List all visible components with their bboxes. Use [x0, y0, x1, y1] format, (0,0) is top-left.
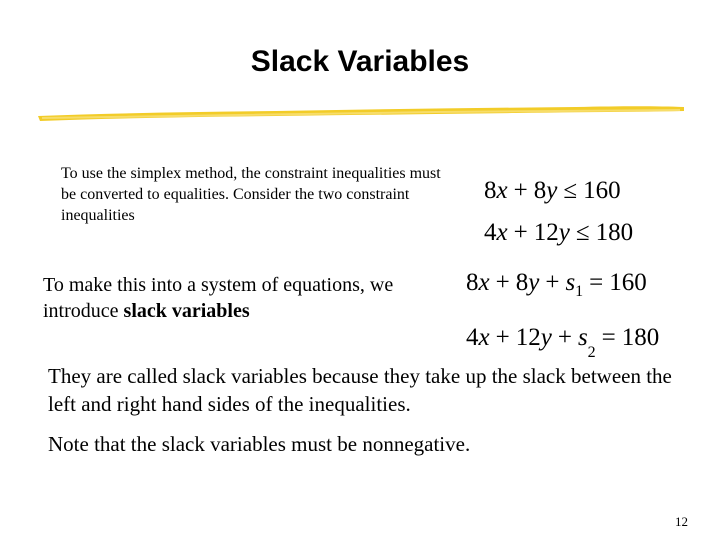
- ineq-1-rhs: 160: [583, 177, 621, 204]
- constraint-inequalities: [484, 170, 633, 254]
- page-number: 12: [675, 514, 688, 529]
- slide-title: Slack Variables: [250, 45, 470, 78]
- ineq-1-relation: ≤: [563, 177, 578, 204]
- eq-1-coef-x: 8: [466, 269, 479, 296]
- ineq-2-rhs: 180: [595, 219, 634, 246]
- ineq-1-coef-x: 8: [484, 177, 497, 204]
- eq-2-rhs: 180: [621, 324, 660, 351]
- inequality-2: 4x + 12y ≤ 180: [484, 219, 634, 246]
- eq-2-slack-subscript: 2: [587, 344, 596, 361]
- slack-equations: [466, 260, 659, 376]
- ineq-1-coef-y: 8: [533, 177, 547, 204]
- explanation-paragraph: They are called slack variables because they take up the slack between the left and right hand sides of the inequalities.: [48, 364, 672, 416]
- ineq-2-relation: ≤: [575, 219, 590, 246]
- intro-paragraph: To use the simplex method, the constraint inequalities must be converted to equalities. Consider the two constraint inequalities: [61, 165, 441, 224]
- slack-intro-paragraph: [43, 272, 443, 324]
- nonnegative-note: Note that the slack variables must be nonnegative.: [48, 432, 471, 456]
- eq-1-coef-y: 8: [515, 269, 529, 296]
- eq-2-coef-x: 4: [466, 324, 479, 351]
- eq-1-slack-subscript: 1: [575, 283, 584, 300]
- eq-1-rhs: 160: [609, 269, 647, 296]
- slack-variables-term: slack variables: [123, 300, 250, 322]
- slack-intro-text: To make this into a system of equations, we introduce: [43, 274, 394, 322]
- equation-1: $8x + 8y + s_1 = 160$: [466, 269, 647, 300]
- eq-2-coef-y: 12: [515, 324, 541, 351]
- ineq-2-coef-y: 12: [533, 219, 559, 246]
- equation-2: $4x + 12y + s_2= 180$: [466, 324, 660, 361]
- ineq-2-coef-x: 4: [484, 219, 497, 246]
- title-underline-brush: [36, 100, 686, 128]
- inequality-1: 8x + 8y ≤ 160: [484, 177, 621, 204]
